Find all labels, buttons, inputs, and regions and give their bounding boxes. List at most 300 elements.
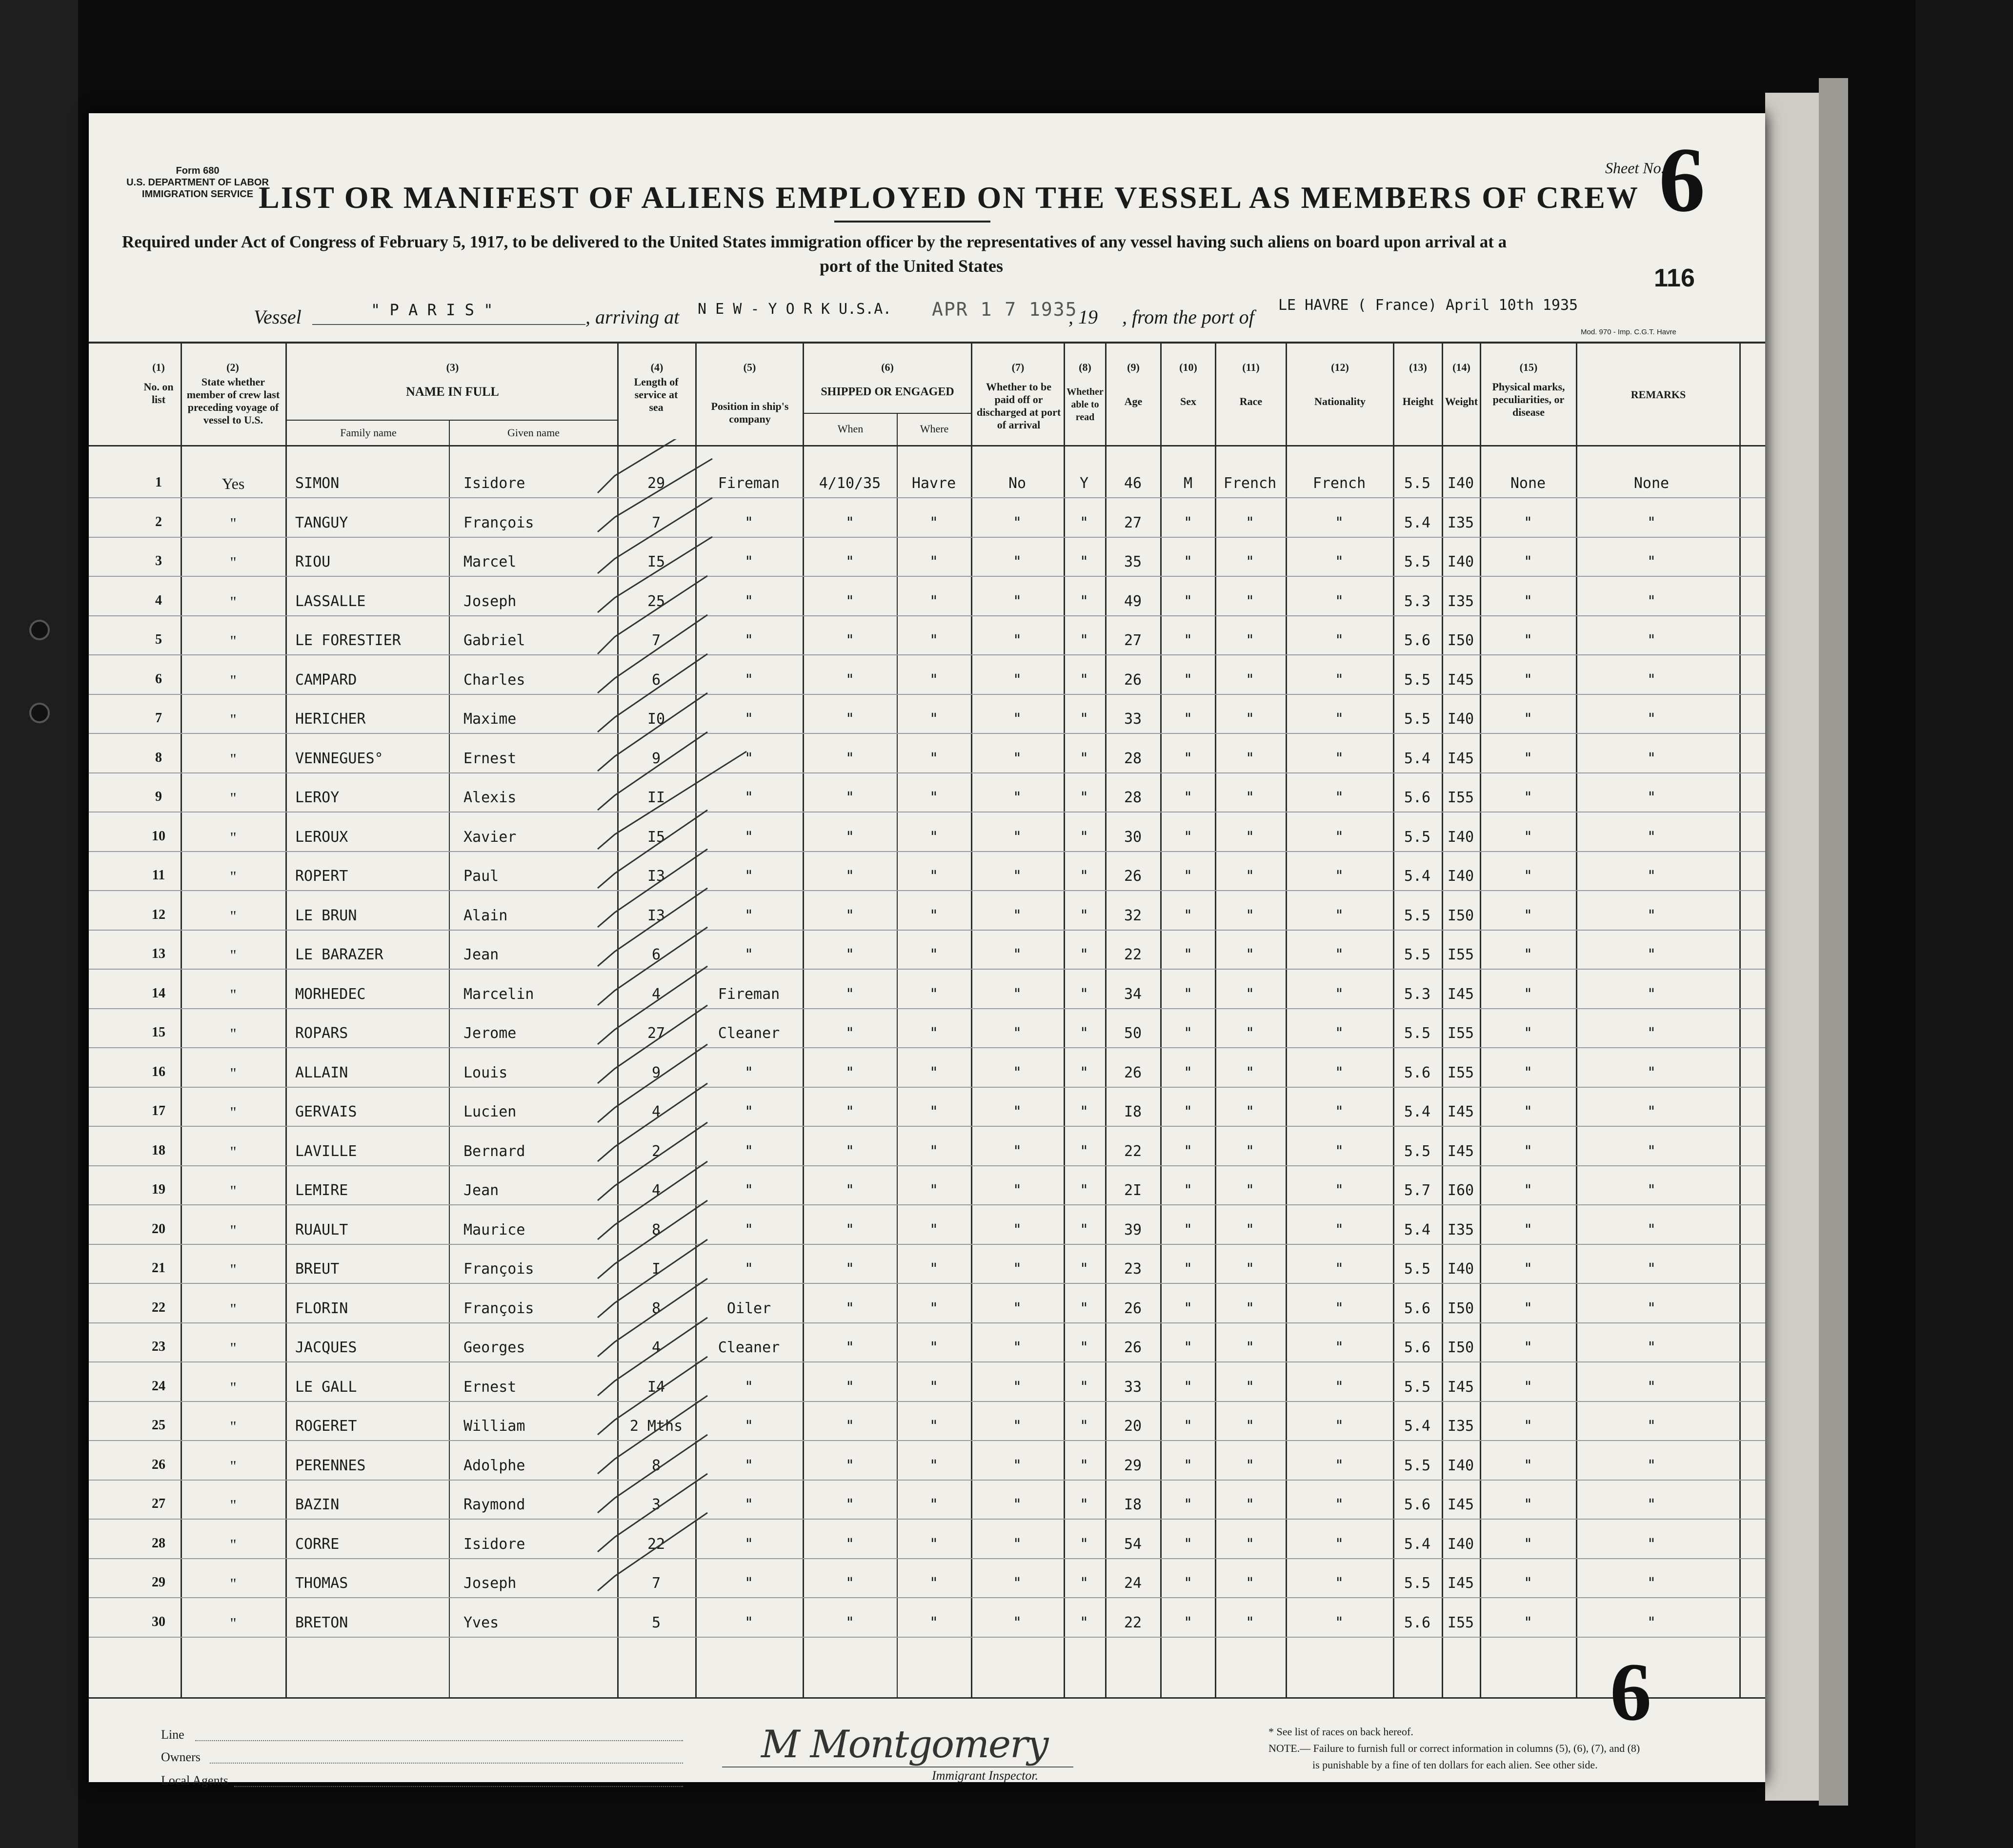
height: 5.5 — [1404, 1260, 1431, 1278]
nationality: " — [1334, 1300, 1344, 1317]
vessel-underline — [312, 324, 585, 325]
remarks: " — [1647, 1300, 1656, 1317]
service-length: 6 — [651, 946, 661, 963]
previous-voyage: " — [230, 1221, 237, 1239]
race: French — [1223, 475, 1277, 492]
paid-off: " — [1012, 1418, 1022, 1435]
family-name: LAVILLE — [295, 1142, 357, 1160]
race: " — [1245, 592, 1255, 610]
given-name: Jerome — [463, 1025, 517, 1042]
row-rule — [89, 969, 1765, 970]
shipped-where: " — [929, 1142, 939, 1160]
age: 28 — [1124, 750, 1142, 767]
owners-label: Owners — [161, 1750, 201, 1764]
sex: " — [1183, 1457, 1193, 1474]
table-top-rule — [89, 342, 1765, 344]
service-length: I3 — [647, 868, 665, 885]
service-length: 27 — [647, 1025, 665, 1042]
row-rule — [89, 1165, 1765, 1166]
family-name: VENNEGUES° — [295, 750, 383, 767]
paid-off: " — [1012, 1142, 1022, 1160]
previous-voyage: " — [230, 868, 237, 885]
able-to-read: " — [1079, 1142, 1089, 1160]
shipped-when: " — [845, 553, 855, 570]
service-length: 8 — [651, 1300, 661, 1317]
nationality: " — [1334, 907, 1344, 924]
position: Cleaner — [718, 1025, 780, 1042]
height: 5.4 — [1404, 1221, 1431, 1239]
given-name: Isidore — [463, 1535, 525, 1553]
able-to-read: " — [1079, 1221, 1089, 1239]
remarks: " — [1647, 985, 1656, 1003]
position: " — [744, 907, 754, 924]
nationality: " — [1334, 1614, 1344, 1631]
shipped-where: " — [929, 592, 939, 610]
nationality: " — [1334, 514, 1344, 531]
col-7-label: Whether to be paid off or discharged at port of arrival — [976, 381, 1061, 431]
weight: I50 — [1447, 1300, 1474, 1317]
shipped-where: " — [929, 750, 939, 767]
department: U.S. DEPARTMENT OF LABOR — [126, 177, 269, 188]
vessel-label: Vessel — [254, 306, 302, 328]
col-2-label: State whether member of crew last preceding voyage of vessel to U.S. — [186, 376, 280, 426]
paid-off: " — [1012, 1103, 1022, 1120]
age: 33 — [1124, 1378, 1142, 1396]
remarks: " — [1647, 1535, 1656, 1553]
col-11-label: Race — [1239, 395, 1263, 407]
race: " — [1245, 553, 1255, 570]
position: " — [744, 514, 754, 531]
family-name: JACQUES — [295, 1339, 357, 1356]
sex: " — [1183, 1614, 1193, 1631]
height: 5.3 — [1404, 985, 1431, 1003]
age: 35 — [1124, 553, 1142, 570]
height: 5.5 — [1404, 1575, 1431, 1592]
row-number: 1 — [155, 475, 162, 490]
position: " — [744, 553, 754, 570]
service-length: 25 — [647, 592, 665, 610]
nationality: " — [1334, 1535, 1344, 1553]
height: 5.6 — [1404, 1300, 1431, 1317]
service-length: 5 — [651, 1614, 661, 1631]
age: 20 — [1124, 1418, 1142, 1435]
family-name: BRETON — [295, 1614, 348, 1631]
shipped-where: " — [929, 946, 939, 963]
col-6-label: SHIPPED OR ENGAGED — [821, 386, 954, 398]
height: 5.4 — [1404, 514, 1431, 531]
row-number: 6 — [155, 671, 162, 687]
shipped-when: " — [845, 1064, 855, 1081]
row-number: 13 — [152, 946, 165, 961]
shipped-when: 4/10/35 — [819, 475, 881, 492]
race: " — [1245, 1064, 1255, 1081]
age: 39 — [1124, 1221, 1142, 1239]
arrival-port: N E W - Y O R K U.S.A. — [698, 301, 892, 318]
nationality: French — [1312, 475, 1366, 492]
nationality: " — [1334, 1418, 1344, 1435]
weight: I50 — [1447, 907, 1474, 924]
race: " — [1245, 671, 1255, 689]
name-group-rule — [285, 420, 617, 421]
row-number: 25 — [152, 1418, 165, 1433]
punch-hole — [29, 620, 50, 640]
paid-off: " — [1012, 1457, 1022, 1474]
row-rule — [89, 1480, 1765, 1481]
race: " — [1245, 632, 1255, 649]
physical-marks: " — [1523, 553, 1533, 570]
given-name: Joseph — [463, 1575, 517, 1592]
row-rule — [89, 694, 1765, 695]
row-number: 11 — [152, 868, 165, 883]
given-name: Jean — [463, 946, 499, 963]
row-rule — [89, 1637, 1765, 1638]
paid-off: " — [1012, 985, 1022, 1003]
shipped-when: " — [845, 1418, 855, 1435]
position: " — [744, 868, 754, 885]
sex: " — [1183, 1300, 1193, 1317]
position: " — [744, 592, 754, 610]
sex: " — [1183, 514, 1193, 531]
shipped-when: " — [845, 671, 855, 689]
shipped-where: " — [929, 1300, 939, 1317]
right-dark-margin — [1915, 0, 2013, 1848]
col-3-given-label: Given name — [507, 426, 560, 439]
given-name: Charles — [463, 671, 525, 689]
shipped-where: " — [929, 1418, 939, 1435]
race: " — [1245, 868, 1255, 885]
height: 5.4 — [1404, 1535, 1431, 1553]
physical-marks: " — [1523, 868, 1533, 885]
height: 5.4 — [1404, 750, 1431, 767]
paid-off: " — [1012, 1025, 1022, 1042]
race: " — [1245, 1142, 1255, 1160]
position: " — [744, 1575, 754, 1592]
col-divider — [1480, 342, 1481, 1697]
given-name: Lucien — [463, 1103, 517, 1120]
position: Fireman — [718, 475, 780, 492]
position: " — [744, 789, 754, 806]
sex: " — [1183, 946, 1193, 963]
service-length: 4 — [651, 1339, 661, 1356]
paid-off: " — [1012, 1300, 1022, 1317]
given-name: Gabriel — [463, 632, 525, 649]
race: " — [1245, 1339, 1255, 1356]
weight: I55 — [1447, 1025, 1474, 1042]
paid-off: " — [1012, 1221, 1022, 1239]
row-rule — [89, 1087, 1765, 1088]
shipped-when: " — [845, 514, 855, 531]
race: " — [1245, 985, 1255, 1003]
family-name: BREUT — [295, 1260, 340, 1278]
weight: I50 — [1447, 1339, 1474, 1356]
sex: " — [1183, 868, 1193, 885]
family-name: LE FORESTIER — [295, 632, 401, 649]
from-port: LE HAVRE ( France) April 10th 1935 — [1278, 297, 1578, 314]
given-name: Joseph — [463, 592, 517, 610]
col-2-number: (2) — [226, 361, 239, 373]
race: " — [1245, 1496, 1255, 1513]
age: 30 — [1124, 828, 1142, 846]
row-rule — [89, 772, 1765, 773]
sex: M — [1183, 475, 1193, 492]
row-rule — [89, 1008, 1765, 1009]
row-rule — [89, 1322, 1765, 1323]
physical-marks: " — [1523, 946, 1533, 963]
service-length: 4 — [651, 985, 661, 1003]
previous-voyage: " — [230, 750, 237, 768]
able-to-read: " — [1079, 1300, 1089, 1317]
paid-off: " — [1012, 907, 1022, 924]
local-agents-label: Local Agents — [161, 1773, 228, 1787]
able-to-read: " — [1079, 553, 1089, 570]
shipped-when: " — [845, 1614, 855, 1631]
row-rule — [89, 615, 1765, 616]
position: " — [744, 711, 754, 728]
row-number: 21 — [152, 1260, 165, 1276]
able-to-read: " — [1079, 711, 1089, 728]
physical-marks: " — [1523, 592, 1533, 610]
shipped-where: " — [929, 1339, 939, 1356]
remarks: " — [1647, 1339, 1656, 1356]
sex: " — [1183, 711, 1193, 728]
table-header-rule — [89, 445, 1765, 447]
col-divider — [1215, 342, 1216, 1697]
physical-marks: " — [1523, 711, 1533, 728]
previous-voyage: " — [230, 1535, 237, 1553]
weight: I45 — [1447, 1142, 1474, 1160]
given-name: Ernest — [463, 750, 517, 767]
sex: " — [1183, 907, 1193, 924]
previous-voyage: " — [230, 1575, 237, 1592]
sex: " — [1183, 671, 1193, 689]
paid-off: " — [1012, 828, 1022, 846]
col-1-label: No. on list — [143, 381, 174, 406]
row-number: 9 — [155, 789, 162, 804]
family-name: ALLAIN — [295, 1064, 348, 1081]
nationality: " — [1334, 789, 1344, 806]
nationality: " — [1334, 1575, 1344, 1592]
age: I8 — [1124, 1103, 1142, 1120]
paid-off: " — [1012, 671, 1022, 689]
col-8-label: Whether able to read — [1067, 386, 1104, 423]
age: 33 — [1124, 711, 1142, 728]
sex: " — [1183, 789, 1193, 806]
weight: I45 — [1447, 1496, 1474, 1513]
family-name: GERVAIS — [295, 1103, 357, 1120]
row-rule — [89, 576, 1765, 577]
row-rule — [89, 851, 1765, 852]
weight: I45 — [1447, 985, 1474, 1003]
row-number: 29 — [152, 1575, 165, 1590]
shipped-where: " — [929, 1260, 939, 1278]
height: 5.5 — [1404, 1457, 1431, 1474]
col-divider — [449, 420, 450, 1697]
paid-off: " — [1012, 592, 1022, 610]
service: IMMIGRATION SERVICE — [141, 189, 254, 200]
remarks: " — [1647, 1496, 1656, 1513]
previous-voyage: " — [230, 671, 237, 689]
shipped-when: " — [845, 789, 855, 806]
col-divider — [285, 342, 287, 1697]
row-number: 16 — [152, 1064, 165, 1079]
paid-off: " — [1012, 750, 1022, 767]
given-name: Alain — [463, 907, 508, 924]
weight: I40 — [1447, 828, 1474, 846]
able-to-read: " — [1079, 1457, 1089, 1474]
shipped-where: " — [929, 671, 939, 689]
physical-marks: " — [1523, 1418, 1533, 1435]
age: 26 — [1124, 868, 1142, 885]
shipped-where: " — [929, 828, 939, 846]
previous-voyage: " — [230, 907, 237, 925]
back-sheet-edge — [1819, 78, 1848, 1806]
row-number: 27 — [152, 1496, 165, 1511]
weight: I45 — [1447, 750, 1474, 767]
weight: I40 — [1447, 1535, 1474, 1553]
binding-strip — [0, 0, 78, 1848]
row-rule — [89, 1401, 1765, 1402]
race: " — [1245, 946, 1255, 963]
nationality: " — [1334, 1378, 1344, 1396]
line-label: Line — [161, 1727, 184, 1742]
shipped-when: " — [845, 868, 855, 885]
sex: " — [1183, 1025, 1193, 1042]
family-name: LEROY — [295, 789, 340, 806]
col-5-label: Position in ship's company — [711, 400, 789, 425]
agents-dotted — [234, 1786, 683, 1788]
remarks: " — [1647, 1457, 1656, 1474]
sex: " — [1183, 828, 1193, 846]
nationality: " — [1334, 592, 1344, 610]
family-name: RIOU — [295, 553, 331, 570]
row-number: 26 — [152, 1457, 165, 1472]
physical-marks: " — [1523, 1378, 1533, 1396]
shipped-where: " — [929, 1221, 939, 1239]
weight: I35 — [1447, 1221, 1474, 1239]
previous-voyage: " — [230, 1182, 237, 1199]
sex: " — [1183, 632, 1193, 649]
col-6-when-label: When — [837, 423, 864, 435]
remarks-label: REMARKS — [1631, 388, 1686, 401]
height: 5.5 — [1404, 671, 1431, 689]
given-name: Adolphe — [463, 1457, 525, 1474]
height: 5.4 — [1404, 868, 1431, 885]
remarks: " — [1647, 750, 1656, 767]
remarks: " — [1647, 946, 1656, 963]
age: 26 — [1124, 1064, 1142, 1081]
given-name: Bernard — [463, 1142, 525, 1160]
height: 5.5 — [1404, 553, 1431, 570]
able-to-read: " — [1079, 985, 1089, 1003]
remarks: " — [1647, 1418, 1656, 1435]
position: " — [744, 750, 754, 767]
row-rule — [89, 1126, 1765, 1127]
able-to-read: " — [1079, 907, 1089, 924]
weight: I55 — [1447, 789, 1474, 806]
shipped-where: " — [929, 1575, 939, 1592]
age: 22 — [1124, 946, 1142, 963]
able-to-read: " — [1079, 750, 1089, 767]
paid-off: " — [1012, 1496, 1022, 1513]
physical-marks: " — [1523, 1025, 1533, 1042]
physical-marks: " — [1523, 1575, 1533, 1592]
nationality: " — [1334, 1457, 1344, 1474]
shipped-when: " — [845, 1103, 855, 1120]
physical-marks: " — [1523, 907, 1533, 924]
previous-voyage: " — [230, 1378, 237, 1396]
weight: I40 — [1447, 711, 1474, 728]
family-name: LE GALL — [295, 1378, 357, 1396]
row-number: 19 — [152, 1182, 165, 1197]
able-to-read: " — [1079, 1575, 1089, 1592]
physical-marks: " — [1523, 1300, 1533, 1317]
nationality: " — [1334, 1182, 1344, 1199]
service-length: 2 — [651, 1142, 661, 1160]
previous-voyage: " — [230, 1418, 237, 1435]
service-length: 9 — [651, 750, 661, 767]
service-length: 7 — [651, 514, 661, 531]
col-8-number: (8) — [1079, 361, 1091, 373]
nationality: " — [1334, 985, 1344, 1003]
position: " — [744, 1260, 754, 1278]
given-name: Isidore — [463, 475, 525, 492]
paid-off: " — [1012, 1575, 1022, 1592]
family-name: LEMIRE — [295, 1182, 348, 1199]
previous-voyage: " — [230, 1300, 237, 1318]
height: 5.4 — [1404, 1418, 1431, 1435]
col-12-label: Nationality — [1314, 395, 1366, 407]
family-name: ROPERT — [295, 868, 348, 885]
service-length: 3 — [651, 1496, 661, 1513]
age: 28 — [1124, 789, 1142, 806]
sex: " — [1183, 553, 1193, 570]
punch-hole — [29, 703, 50, 723]
position: " — [744, 1535, 754, 1553]
paid-off: " — [1012, 1260, 1022, 1278]
physical-marks: " — [1523, 1339, 1533, 1356]
height: 5.6 — [1404, 789, 1431, 806]
sex: " — [1183, 1182, 1193, 1199]
physical-marks: " — [1523, 632, 1533, 649]
race: " — [1245, 1457, 1255, 1474]
sex: " — [1183, 1339, 1193, 1356]
shipped-where: " — [929, 553, 939, 570]
weight: I35 — [1447, 592, 1474, 610]
position: " — [744, 1457, 754, 1474]
race: " — [1245, 711, 1255, 728]
remarks: " — [1647, 632, 1656, 649]
physical-marks: " — [1523, 671, 1533, 689]
position: Oiler — [726, 1300, 771, 1317]
service-length: I3 — [647, 907, 665, 924]
shipped-when: " — [845, 1025, 855, 1042]
service-length: 2 Mths — [629, 1418, 683, 1435]
physical-marks: " — [1523, 1260, 1533, 1278]
page-number: 116 — [1654, 264, 1695, 292]
physical-marks: " — [1523, 1182, 1533, 1199]
arriving-label: , arriving at — [585, 306, 680, 328]
age: 34 — [1124, 985, 1142, 1003]
service-length: I5 — [647, 553, 665, 570]
able-to-read: " — [1079, 868, 1089, 885]
shipped-when: " — [845, 1457, 855, 1474]
col-divider — [1105, 342, 1107, 1697]
nationality: " — [1334, 1221, 1344, 1239]
age: 50 — [1124, 1025, 1142, 1042]
row-rule — [89, 1283, 1765, 1284]
paid-off: " — [1012, 1064, 1022, 1081]
nationality: " — [1334, 671, 1344, 689]
